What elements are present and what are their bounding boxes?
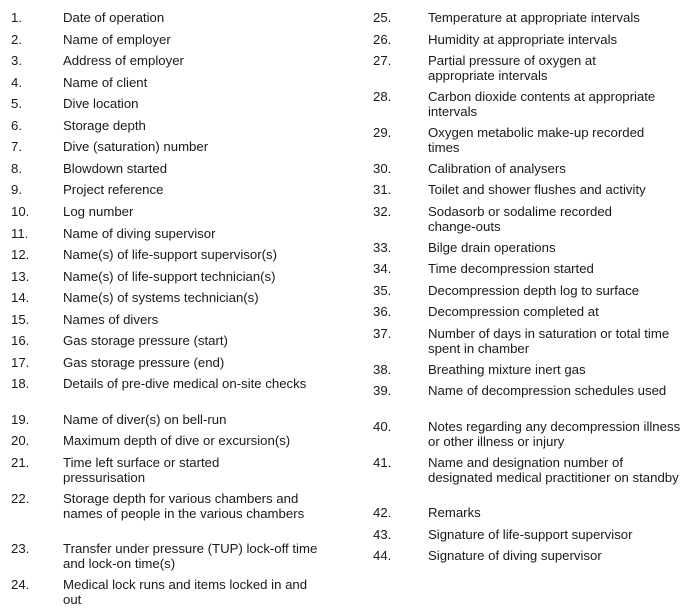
item-number: 20. (11, 433, 30, 448)
item-text: Number of days in saturation or total time spent in chamber (428, 326, 670, 356)
item-number: 14. (11, 290, 30, 305)
list-item (373, 549, 700, 564)
item-text: Signature of life-support supervisor (428, 527, 633, 542)
list-item (0, 11, 345, 26)
item-text: Time decompression started (428, 261, 594, 276)
item-number: 34. (373, 261, 392, 276)
item-text: Date of operation (63, 10, 165, 25)
item-number: 4. (11, 75, 22, 90)
item-text: Name of employer (63, 32, 171, 47)
item-text: Sodasorb or sodalime recorded change-outs (428, 204, 612, 234)
item-text: Storage depth for various chambers and names of people in the various chambers (63, 491, 305, 521)
list-item (373, 262, 700, 277)
item-number: 2. (11, 32, 22, 47)
item-text: Bilge drain operations (428, 240, 556, 255)
item-number: 37. (373, 326, 392, 341)
list-item (0, 162, 345, 177)
list-item (0, 270, 345, 285)
list-item (0, 377, 345, 392)
list-item (0, 119, 345, 134)
item-number: 21. (11, 455, 30, 470)
item-text: Decompression depth log to surface (428, 283, 640, 298)
list-item (373, 126, 700, 155)
item-text: Medical lock runs and items locked in and out (63, 577, 308, 607)
item-text: Project reference (63, 182, 164, 197)
list-item (0, 413, 345, 428)
item-number: 27. (373, 53, 392, 68)
item-text: Signature of diving supervisor (428, 548, 602, 563)
item-number: 35. (373, 283, 392, 298)
list-item (373, 528, 700, 543)
list-item (0, 542, 345, 571)
list-item (0, 291, 345, 306)
item-number: 15. (11, 312, 30, 327)
item-text: Notes regarding any decompression illness or other illness or injury (428, 419, 681, 449)
list-item (373, 162, 700, 177)
item-text: Name and designation number of designated medical practitioner on standby (428, 455, 679, 485)
item-text: Address of employer (63, 53, 184, 68)
item-text: Dive location (63, 96, 139, 111)
item-number: 44. (373, 548, 392, 563)
item-text: Time left surface or started pressurisation (63, 455, 220, 485)
item-number: 1. (11, 10, 22, 25)
list-item (373, 363, 700, 378)
item-number: 13. (11, 269, 30, 284)
list-item (373, 456, 700, 485)
list-item (373, 327, 700, 356)
item-text: Name of diving supervisor (63, 226, 216, 241)
list-item (373, 506, 700, 521)
list-item (373, 90, 700, 119)
list-item (0, 97, 345, 112)
item-number: 10. (11, 204, 30, 219)
list-item (0, 33, 345, 48)
item-number: 12. (11, 247, 30, 262)
list-item (0, 54, 345, 69)
item-number: 23. (11, 541, 30, 556)
item-text: Log number (63, 204, 134, 219)
list-item (0, 227, 345, 242)
item-text: Gas storage pressure (end) (63, 355, 225, 370)
item-text: Dive (saturation) number (63, 139, 209, 154)
list-item (373, 205, 700, 234)
item-number: 8. (11, 161, 22, 176)
item-number: 43. (373, 527, 392, 542)
item-text: Blowdown started (63, 161, 168, 176)
item-number: 7. (11, 139, 22, 154)
item-number: 28. (373, 89, 392, 104)
item-number: 11. (11, 226, 29, 241)
item-text: Name of decompression schedules used (428, 383, 667, 398)
item-text: Remarks (428, 505, 481, 520)
item-number: 26. (373, 32, 392, 47)
item-text: Details of pre-dive medical on-site checks (63, 376, 307, 391)
item-text: Name of client (63, 75, 148, 90)
item-text: Name(s) of life-support technician(s) (63, 269, 276, 284)
list-item (0, 434, 345, 449)
item-text: Transfer under pressure (TUP) lock-off time and lock-on time(s) (63, 541, 318, 571)
list-item (373, 384, 700, 399)
list-item (373, 305, 700, 320)
item-number: 16. (11, 333, 30, 348)
list-item (0, 140, 345, 155)
item-number: 17. (11, 355, 30, 370)
item-number: 3. (11, 53, 22, 68)
list-item (0, 578, 345, 607)
list-item (0, 492, 345, 521)
item-number: 22. (11, 491, 30, 506)
item-text: Partial pressure of oxygen at appropriate intervals (428, 53, 596, 83)
item-text: Toilet and shower flushes and activity (428, 182, 646, 197)
item-number: 36. (373, 304, 392, 319)
list-item (373, 420, 700, 449)
item-number: 19. (11, 412, 30, 427)
item-number: 40. (373, 419, 392, 434)
item-number: 5. (11, 96, 22, 111)
list-item (0, 205, 345, 220)
list-item (0, 313, 345, 328)
item-number: 41. (373, 455, 392, 470)
item-number: 18. (11, 376, 30, 391)
item-text: Gas storage pressure (start) (63, 333, 228, 348)
list-item (0, 183, 345, 198)
list-item (0, 248, 345, 263)
item-text: Maximum depth of dive or excursion(s) (63, 433, 291, 448)
item-text: Oxygen metabolic make-up recorded times (428, 125, 645, 155)
item-number: 25. (373, 10, 392, 25)
item-number: 38. (373, 362, 392, 377)
item-number: 33. (373, 240, 392, 255)
item-text: Name of diver(s) on bell-run (63, 412, 227, 427)
item-number: 30. (373, 161, 392, 176)
item-number: 31. (373, 182, 392, 197)
item-text: Humidity at appropriate intervals (428, 32, 618, 47)
item-text: Breathing mixture inert gas (428, 362, 586, 377)
item-text: Carbon dioxide contents at appropriate intervals (428, 89, 656, 119)
item-text: Decompression completed at (428, 304, 599, 319)
list-item (373, 11, 700, 26)
list-item (373, 33, 700, 48)
item-text: Calibration of analysers (428, 161, 566, 176)
list-item (373, 183, 700, 198)
list-item (373, 54, 700, 83)
item-number: 6. (11, 118, 22, 133)
list-item (0, 334, 345, 349)
item-text: Storage depth (63, 118, 146, 133)
item-text: Temperature at appropriate intervals (428, 10, 640, 25)
list-item (373, 284, 700, 299)
item-number: 9. (11, 182, 22, 197)
list-item (373, 241, 700, 256)
item-text: Name(s) of systems technician(s) (63, 290, 259, 305)
item-number: 39. (373, 383, 392, 398)
list-item (0, 456, 345, 485)
item-number: 32. (373, 204, 392, 219)
item-number: 24. (11, 577, 30, 592)
list-item (0, 356, 345, 371)
list-item (0, 76, 345, 91)
item-number: 42. (373, 505, 392, 520)
item-text: Name(s) of life-support supervisor(s) (63, 247, 277, 262)
item-number: 29. (373, 125, 392, 140)
item-text: Names of divers (63, 312, 159, 327)
